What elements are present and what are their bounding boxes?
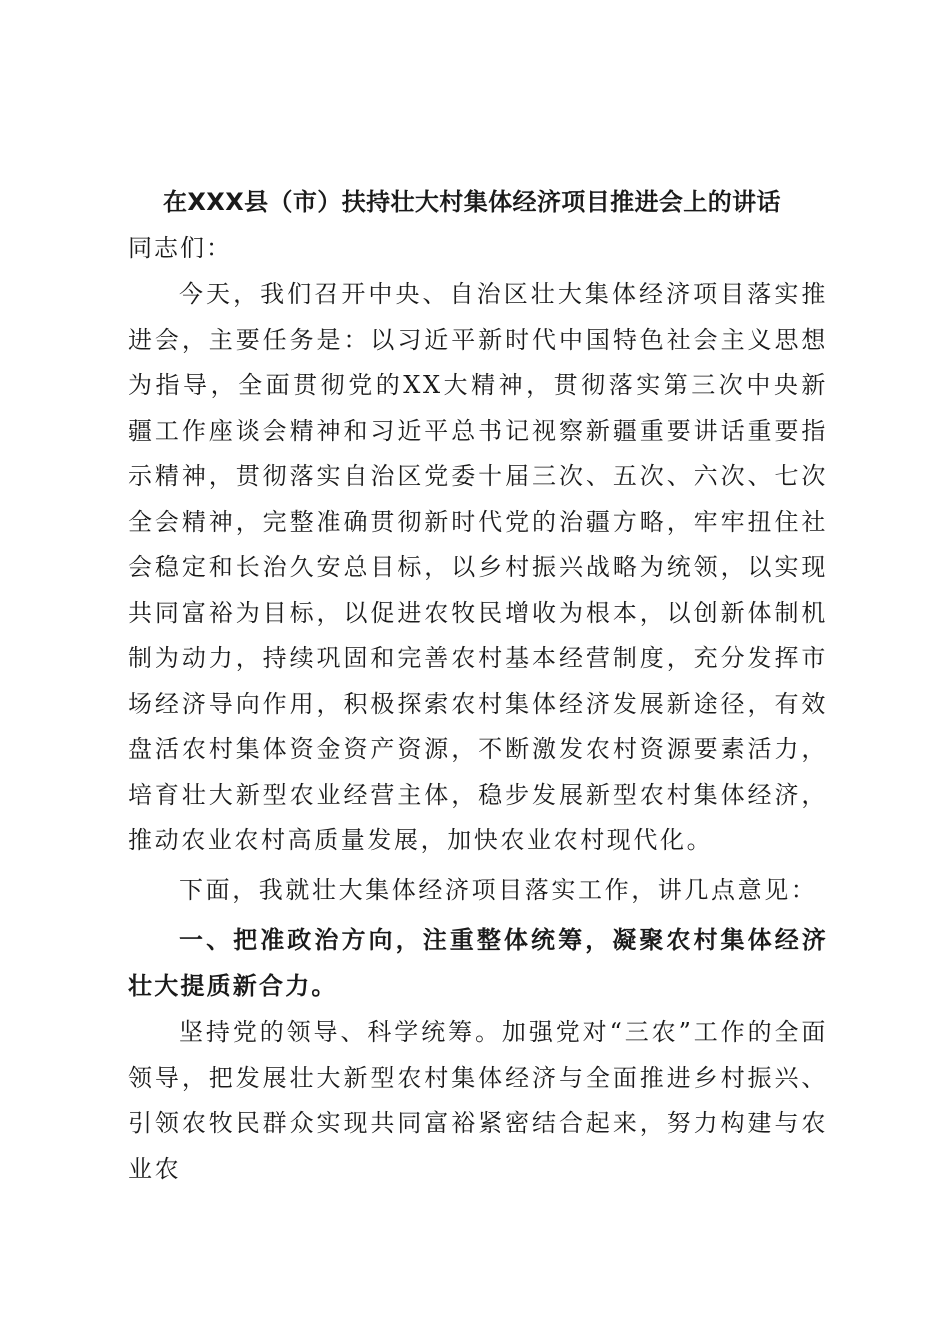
body-paragraph-transition: 下面，我就壮大集体经济项目落实工作，讲几点意见：: [179, 876, 818, 904]
document-title: 在XXX县（市）扶持壮大村集体经济项目推进会上的讲话: [163, 188, 781, 216]
section-heading-1: 一、把准政治方向，注重整体统筹，凝聚农村集体经济壮大提质新合力。: [128, 926, 828, 1000]
body-paragraph-intro: 今天，我们召开中央、自治区壮大集体经济项目落实推进会，主要任务是：以习近平新时代中国特色社会主义思想为指导，全面贯彻党的XX大精神，贯彻落实第三次中央新疆工作座谈会精神和习近平总书记视察新疆重要讲话重要指示精神，贯彻落实自治区党委十届三次、五次、六次、七次全会精神，完整准确贯彻新时代党的治疆方略，牢牢扭住社会稳定和长治久安总目标，以乡村振兴战略为统领，以实现共同富裕为目标，以促进农牧民增收为根本，以创新体制机制为动力，持续巩固和完善农村基本经营制度，充分发挥市场经济导向作用，积极探索农村集体经济发展新途径，有效盘活农村集体资金资产资源，不断激发农村资源要素活力，培育壮大新型农业经营主体，稳步发展新型农村集体经济，推动农业农村高质量发展，加快农业农村现代化。: [128, 280, 828, 854]
salutation: 同志们：: [128, 234, 232, 262]
body-paragraph-section-1: 坚持党的领导、科学统筹。加强党对“三农”工作的全面领导，把发展壮大新型农村集体经济与全面推进乡村振兴、引领农牧民群众实现共同富裕紧密结合起来，努力构建与农业农: [128, 1018, 828, 1183]
